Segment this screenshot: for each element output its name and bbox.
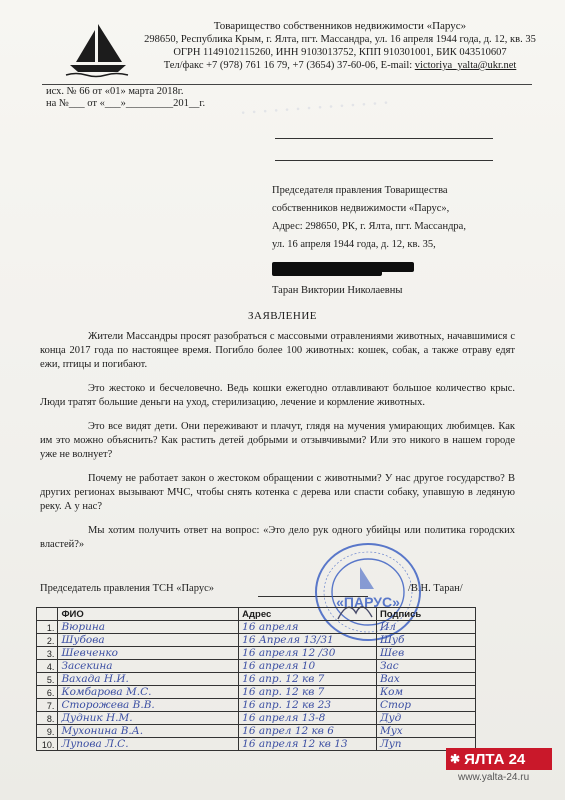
row-fio: Вахада Н.И. xyxy=(58,673,239,686)
signatures-table xyxy=(36,607,476,751)
row-number: 3. xyxy=(37,647,58,660)
org-contacts: Тел/факс +7 (978) 761 16 79, +7 (3654) 37-60-06, E-mail: victoriya_yalta@ukr.net xyxy=(163,60,517,71)
row-fio: Сторожева В.В. xyxy=(58,699,239,712)
col-header-number xyxy=(37,608,58,621)
col-header-address: Адрес xyxy=(239,608,377,621)
star-icon: ✱ xyxy=(450,752,461,766)
row-fio: Засекина xyxy=(58,660,239,673)
row-fio: Дудник Н.М. xyxy=(58,712,239,725)
paragraph: Почему не работает закон о жестоком обращении с животными? У нас другое государство? В других регионах вызывают МЧС, чтобы снять котенка с дерева или спасти собаку, упавшую в ледяную реку. А у нас? xyxy=(40,473,515,512)
row-signature: Дуд xyxy=(376,712,475,725)
table-row xyxy=(37,647,476,660)
row-fio: Шевченко xyxy=(58,647,239,660)
addressee-line: собственников недвижимости «Парус», xyxy=(272,203,450,214)
paragraph: Это все видят дети. Они переживают и плачут, глядя на мучения умирающих любимцев. Как им это можно объяснить? Как растить детей добрыми и отзывчивыми? Или это никого в нашем городе уже не волнует? xyxy=(40,421,515,460)
row-address: 16 апр. 12 кв 7 xyxy=(239,673,377,686)
row-number: 1. xyxy=(37,621,58,634)
row-number: 4. xyxy=(37,660,58,673)
table-row xyxy=(37,738,476,751)
row-address: 16 апреля 10 xyxy=(239,660,377,673)
org-name: Товарищество собственников недвижимости «Парус» xyxy=(213,20,467,32)
row-signature: Луп xyxy=(376,738,475,751)
sailboat-logo-icon xyxy=(62,22,132,78)
row-address: 16 апрел 12 кв 6 xyxy=(239,725,377,738)
reference-block xyxy=(46,86,205,110)
letterhead xyxy=(140,20,540,72)
row-address: 16 апреля 12 /30 xyxy=(239,647,377,660)
row-address: 16 апреля xyxy=(239,621,377,634)
paragraph: Это жестоко и бесчеловечно. Ведь кошки ежегодно отлавливают большое количество крыс. Люди тратят большие деньги на уход, стерилизацию, лечение и кормление животных. xyxy=(40,383,515,408)
org-ids: ОГРН 1149102115260, ИНН 9103013752, КПП 910301001, БИК 043510607 xyxy=(173,47,507,58)
applicant-name: Таран Виктории Николаевны xyxy=(272,285,403,296)
stamp-center-text: «ПАРУС» xyxy=(336,594,400,610)
outgoing-number: исх. № 66 от «01» марта 2018г. xyxy=(46,86,184,97)
document-body xyxy=(40,330,515,562)
row-signature: Шуб xyxy=(376,634,475,647)
row-address: 16 Апреля 13/31 xyxy=(239,634,377,647)
row-number: 5. xyxy=(37,673,58,686)
table-row xyxy=(37,634,476,647)
row-fio: Шубова xyxy=(58,634,239,647)
incoming-number: на №___ от «___»_________201__г. xyxy=(46,98,206,109)
row-signature: Ком xyxy=(376,686,475,699)
row-fio: Комбарова М.С. xyxy=(58,686,239,699)
col-header-signature: Подпись xyxy=(376,608,475,621)
addressee-line: ул. 16 апреля 1944 года, д. 12, кв. 35, xyxy=(272,239,436,250)
addressee-line: Адрес: 298650, РК, г. Ялта, пгт. Массандра, xyxy=(272,221,466,232)
watermark-brand: ЯЛТА 24 xyxy=(464,750,526,768)
blank-line xyxy=(275,160,493,161)
signer-title: Председатель правления ТСН «Парус» xyxy=(40,583,214,594)
row-signature: Мух xyxy=(376,725,475,738)
blank-line xyxy=(275,138,493,139)
row-address: 16 апр. 12 кв 7 xyxy=(239,686,377,699)
paragraph: Мы хотим получить ответ на вопрос: «Это дело рук одного убийцы или политика городских властей?» xyxy=(40,525,515,550)
row-signature: Ил xyxy=(376,621,475,634)
row-signature: Стор xyxy=(376,699,475,712)
watermark-logo xyxy=(446,748,552,770)
document-title: ЗАЯВЛЕНИЕ xyxy=(248,310,317,322)
signature-line xyxy=(40,583,520,594)
row-number: 8. xyxy=(37,712,58,725)
show-through-marks: · · · · · · · · · · · · · · xyxy=(239,89,390,126)
row-fio: Вюрина xyxy=(58,621,239,634)
row-number: 7. xyxy=(37,699,58,712)
table-row xyxy=(37,712,476,725)
row-number: 9. xyxy=(37,725,58,738)
table-row xyxy=(37,621,476,634)
redaction-bar xyxy=(272,268,382,276)
signer-name: /В.Н. Таран/ xyxy=(408,583,463,594)
email-link[interactable]: victoriya_yalta@ukr.net xyxy=(414,60,517,71)
row-number: 6. xyxy=(37,686,58,699)
addressee-block xyxy=(272,182,512,254)
table-row xyxy=(37,686,476,699)
row-number: 10. xyxy=(37,738,58,751)
row-address: 16 апреля 12 кв 13 xyxy=(239,738,377,751)
paragraph: Жители Массандры просят разобраться с массовыми отравлениями животных, начавшимися с конца 2017 года по настоящее время. Погибло более 100 животных: кошек, собак, а также отраву едят ежи, птицы и погибают. xyxy=(40,331,515,370)
col-header-fio: ФИО xyxy=(58,608,239,621)
table-row xyxy=(37,699,476,712)
org-address: 298650, Республика Крым, г. Ялта, пгт. Массандра, ул. 16 апреля 1944 года, д. 12, кв. 35 xyxy=(144,34,536,45)
table-header-row xyxy=(37,608,476,621)
table-row xyxy=(37,725,476,738)
row-signature: Шев xyxy=(376,647,475,660)
row-fio: Мухонина В.А. xyxy=(58,725,239,738)
row-signature: Вах xyxy=(376,673,475,686)
row-number: 2. xyxy=(37,634,58,647)
row-signature: Зас xyxy=(376,660,475,673)
row-address: 16 апр. 12 кв 23 xyxy=(239,699,377,712)
row-address: 16 апреля 13-8 xyxy=(239,712,377,725)
watermark-url: www.yalta-24.ru xyxy=(458,772,530,783)
header-divider xyxy=(42,84,532,85)
row-fio: Лупова Л.С. xyxy=(58,738,239,751)
addressee-line: Председателя правления Товарищества xyxy=(272,185,448,196)
table-row xyxy=(37,673,476,686)
table-row xyxy=(37,660,476,673)
